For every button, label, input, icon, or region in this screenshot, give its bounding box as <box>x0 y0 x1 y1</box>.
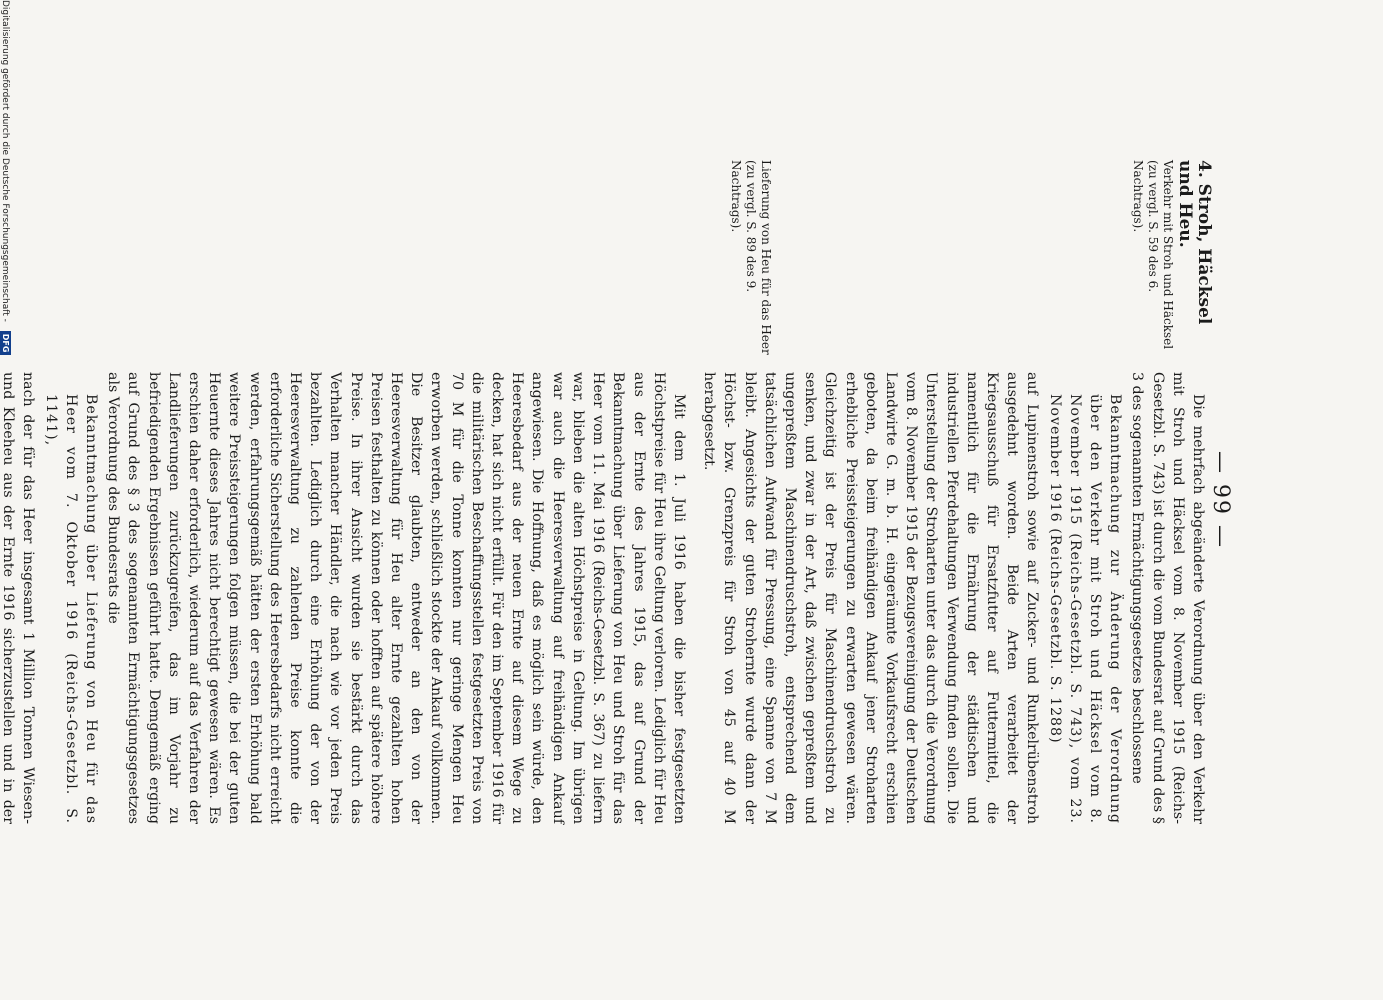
dfg-logo: DFG <box>0 331 11 356</box>
body-text <box>0 372 1208 824</box>
footer-text: Digitalisierung gefördert durch die Deutsche Forschungsgemeinschaft - <box>0 0 10 322</box>
paragraph: Die mehrfach abgeänderte Verordnung über den Verkehr mit Stroh und Häcksel vom 8. November 1915 (Reichs-Gesetzbl. S. 743) ist durch die vom Bundesrat auf Grund des § 3 des sogenannten Ermächtigungsgesetzes beschlossene <box>1129 372 1206 824</box>
margin-note-stroh <box>1130 160 1213 355</box>
paragraph: nach der für das Heer insgesamt 1 Million Tonnen Wiesen- und Kleeheu aus der Ernte 1916 sicherzustellen und in der <box>0 372 37 824</box>
regulation-title: Bekanntmachung zur Änderung der Verordnung über den Verkehr mit Stroh und Häcksel vom 8. November 1915 (Reichs-Gesetzbl. S. 743), vom 23. November 1916 (Reichs-Gesetzbl. S. 1288) <box>1046 394 1124 824</box>
margin-note-reference: (zu vergl. S. 59 des 6. Nachtrags). <box>1131 160 1160 293</box>
regulation-title: Bekanntmachung über Lieferung von Heu für das Heer vom 7. Oktober 1916 (Reichs-Gesetzbl. S. 1141), <box>42 394 100 824</box>
paragraph: Mit dem 1. Juli 1916 haben die bisher festgesetzten Höchstpreise für Heu ihre Geltung verloren. Lediglich für Heu aus der Ernte des Jahres 1915, das auf Grund der Bekanntmachung über Lieferung von Heu und Stroh für das Heer vom 11. Mai 1916 (Reichs-Gesetzbl. S. 367) zu liefern war, blieben die alten Höchstpreise in Geltung. Im übrigen war auch die Heeresverwaltung auf freihändigen Ankauf angewiesen. Die Hoffnung, daß es möglich sein würde, den Heeresbedarf aus der neuen Ernte auf diesem Wege zu decken, hat sich nicht erfüllt. Für den im September 1916 für die militärischen Beschaffungsstellen festgesetzten Preis von 70 M für die Tonne konnten nur geringe Mengen Heu erworben werden, schließlich stockte der Ankauf vollkommen. Die Besitzer glaubten, entweder an den von der Heeresverwaltung für Heu alter Ernte gezahlten hohen Preisen festhalten zu können oder hofften auf spätere höhere Preise. In ihrer Ansicht wurden sie bestärkt durch das Verhalten mancher Händler, die nach wie vor jeden Preis bezahlten. Lediglich durch eine Erhöhung der von der Heeresverwaltung zu zahlenden Preise konnte die erforderliche Sicherstellung des Heeresbedarfs nicht erreicht werden, erfahrungsgemäß hätten der ersten Erhöhung bald weitere Preissteigerungen folgen müssen, die bei der guten Heuernte dieses Jahres nicht berechtigt gewesen wären. Es erschien daher erforderlich, wiederum auf das Verfahren der Landlieferungen zurückzugreifen, das im Vorjahr zu befriedigenden Ergebnissen geführt hatte. Demgemäß erging auf Grund des § 3 des sogenannten Ermächtigungsgesetzes als Verordnung des Bundesrats die <box>105 372 687 824</box>
margin-note-heu <box>728 160 773 355</box>
digitization-footer <box>0 0 11 1000</box>
margin-note-title: Lieferung von Heu für das Heer <box>759 160 773 355</box>
margin-note-title: Verkehr mit Stroh und Häcksel <box>1161 160 1175 350</box>
section-heading: 4. Stroh, Häcksel und Heu. <box>1175 160 1214 325</box>
paragraph: auf Lupinenstroh sowie auf Zucker- und Runkelrübenstroh ausgedehnt worden. Beide Arten verarbeitet der Kriegsausschuß für Ersatzfutter auf Futtermittel, die namentlich für die Ernährung der städtischen und industriellen Pferdehaltungen Verwendung finden sollen. Die Unterstellung der Stroharten unter das durch die Verordnung vom 8. November 1915 der Bezugsvereinigung der Deutschen Landwirte G. m. b. H. eingeräumte Vorkaufsrecht erschien geboten, da beim freihändigen Ankauf jener Stroharten erhebliche Preissteigerungen zu erwarten gewesen wären. Gleichzeitig ist der Preis für Maschinendruschstroh zu senken, und zwar in der Art, daß zwischen gepreßtem und ungepreßtem Maschinendruschstroh, entsprechend dem tatsächlichen Aufwand für Pressung, eine Spanne von 7 M bleibt. Angesichts der guten Strohernte wurde dann der Höchst- bzw. Grenzpreis für Stroh von 45 auf 40 M herabgesetzt. <box>701 372 1041 824</box>
margin-note-reference: (zu vergl. S. 89 des 9. Nachtrags). <box>729 160 758 293</box>
page-number: — 99 — <box>1208 451 1233 549</box>
